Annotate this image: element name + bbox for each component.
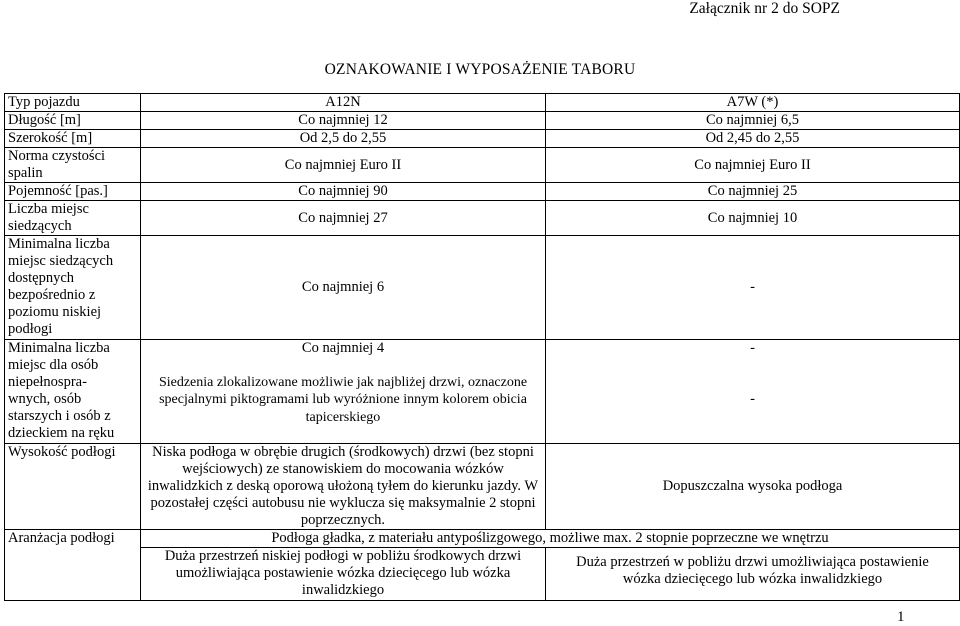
cell-line: Duża przestrzeń niskiej podłogi w pobliżu środkowych drzwi xyxy=(164,547,522,564)
annex-label: Załącznik nr 2 do SOPZ xyxy=(689,0,840,17)
cell-a7w: Dopuszczalna wysoka podłoga xyxy=(546,443,960,529)
cell-merged: Podłoga gładka, z materiału antypoślizgowego, możliwe max. 2 stopnie poprzeczne we wnętrzu xyxy=(141,529,960,547)
cell-line: Niska podłoga w obrębie drugich (środkowych) drzwi (bez stopni xyxy=(152,443,534,460)
row-label-line: Minimalna liczba xyxy=(8,236,110,252)
row-label-line: dzieckiem na ręku xyxy=(8,425,115,441)
table-row-capacity xyxy=(5,183,960,201)
cell-a7w: Co najmniej 6,5 xyxy=(546,112,960,130)
cell-a7w: Co najmniej Euro II xyxy=(546,148,960,183)
table-row-disabled-seats xyxy=(5,340,960,358)
cell-line: wózka dziecięcego lub wózka inwalidzkiego xyxy=(622,570,883,587)
cell-line: poprzecznych. xyxy=(300,511,386,528)
row-label-line: Liczba miejsc xyxy=(8,201,89,217)
cell-a12n: Co najmniej 27 xyxy=(141,201,546,236)
cell-a12n: Od 2,5 do 2,55 xyxy=(141,130,546,148)
cell-a7w: Co najmniej 10 xyxy=(546,201,960,236)
cell-a12n-desc xyxy=(141,357,546,443)
row-label-line: poziomu niskiej xyxy=(8,304,102,320)
document-title: OZNAKOWANIE I WYPOSAŻENIE TABORU xyxy=(324,61,636,78)
row-label xyxy=(5,236,141,340)
table-row-header xyxy=(5,94,960,112)
row-label: Aranżacja podłogi xyxy=(5,529,141,600)
table-row-disabled-seats-desc xyxy=(5,357,960,443)
cell-a12n: Co najmniej 6 xyxy=(141,236,546,340)
fleet-specification-table xyxy=(4,93,960,601)
row-label-line: niepełnospra- xyxy=(8,374,87,390)
row-label: Szerokość [m] xyxy=(5,130,141,148)
row-label-line: miejsc dla osób xyxy=(8,357,99,373)
header-col-a12n: A12N xyxy=(141,94,546,112)
table-row-length xyxy=(5,112,960,130)
table-row-floor-layout-detail xyxy=(5,547,960,600)
row-label-line: Minimalna liczba xyxy=(8,340,110,356)
cell-line: inwalidzkiego xyxy=(301,581,385,598)
cell-a12n: Co najmniej 90 xyxy=(141,183,546,201)
table-row-width xyxy=(5,130,960,148)
cell-a12n xyxy=(141,547,546,600)
table-row-floor-layout xyxy=(5,529,960,547)
row-label: Długość [m] xyxy=(5,112,141,130)
cell-line: Duża przestrzeń w pobliżu drzwi umożliwiająca postawienie xyxy=(576,553,929,570)
cell-a12n: Co najmniej 12 xyxy=(141,112,546,130)
row-label xyxy=(5,201,141,236)
row-label-line: podłogi xyxy=(8,321,53,337)
cell-a7w: - xyxy=(546,236,960,340)
cell-a7w xyxy=(546,547,960,600)
row-label: Wysokość podłogi xyxy=(5,443,141,529)
row-label-line: starszych i osób z xyxy=(8,408,111,424)
cell-line: umożliwiająca postawienie wózka dziecięcego lub wózka xyxy=(175,564,511,581)
cell-a7w: - xyxy=(546,340,960,358)
row-label xyxy=(5,340,141,444)
table-row-emission xyxy=(5,148,960,183)
cell-line: Siedzenia zlokalizowane możliwie jak najbliżej drzwi, oznaczone xyxy=(158,374,528,390)
cell-a7w: Co najmniej 25 xyxy=(546,183,960,201)
table-row-seats xyxy=(5,201,960,236)
row-label-line: bezpośrednio z xyxy=(8,287,96,303)
table-row-low-floor-seats xyxy=(5,236,960,340)
cell-a7w: Od 2,45 do 2,55 xyxy=(546,130,960,148)
row-label-line: dostępnych xyxy=(8,270,75,286)
cell-a7w-desc: - xyxy=(546,357,960,443)
cell-a12n xyxy=(141,443,546,529)
header-label: Typ pojazdu xyxy=(5,94,141,112)
row-label-line: wnych, osób xyxy=(8,391,82,407)
cell-line: inwalidzkich z deską oporową ułożoną tyłem do kierunku jazdy. W xyxy=(147,477,539,494)
row-label: Pojemność [pas.] xyxy=(5,183,141,201)
header-col-a7w: A7W (*) xyxy=(546,94,960,112)
row-label-line: Norma czystości xyxy=(8,148,106,164)
row-label-line: miejsc siedzących xyxy=(8,253,114,269)
table-row-floor-height xyxy=(5,443,960,529)
row-label-line: siedzących xyxy=(8,218,72,234)
cell-a12n: Co najmniej Euro II xyxy=(141,148,546,183)
cell-a12n: Co najmniej 4 xyxy=(141,340,546,358)
cell-line: specjalnymi piktogramami lub wyróżnione innym kolorem obicia xyxy=(159,392,527,407)
cell-line: wejściowych) ze stanowiskiem do mocowania wózków xyxy=(182,460,504,477)
cell-line: pozostałej części autobusu nie wyklucza się maksymalnie 2 stopni xyxy=(150,494,536,511)
row-label xyxy=(5,148,141,183)
cell-line: tapicerskiego xyxy=(305,409,381,425)
page-number: 1 xyxy=(897,609,905,625)
row-label-line: spalin xyxy=(8,165,43,181)
